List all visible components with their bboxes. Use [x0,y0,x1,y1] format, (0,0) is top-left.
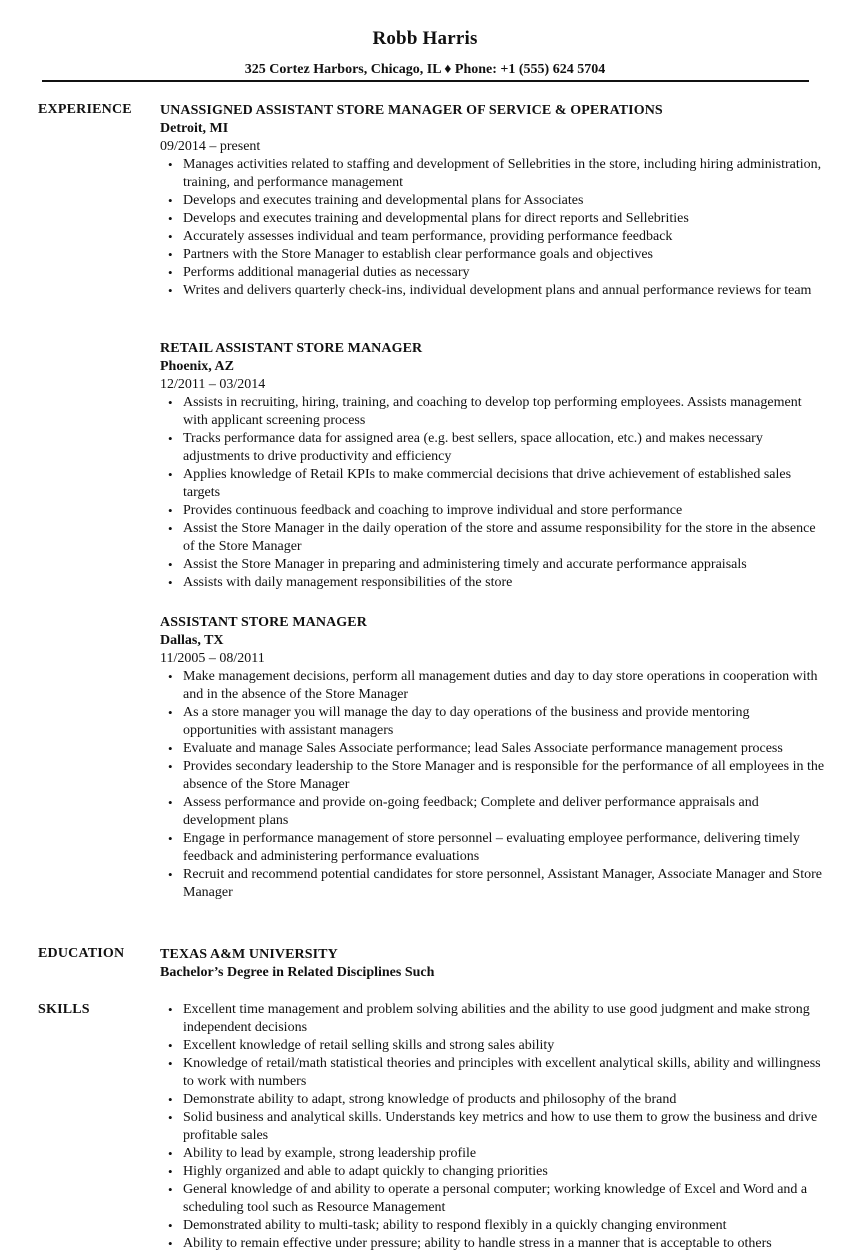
degree: Bachelor’s Degree in Related Disciplines Such [160,965,435,980]
list-item: • As a store manager you will manage the day to day operations of the business and provide mentoring opportunities with assistant managers [160,704,825,740]
job-title: ASSISTANT STORE MANAGER [160,615,367,630]
list-item: • Excellent knowledge of retail selling skills and strong sales ability [160,1037,825,1055]
list-item: • Excellent time management and problem solving abilities and the ability to use good judgment and make strong independent decisions [160,1001,825,1037]
list-item: • Demonstrate ability to adapt, strong knowledge of products and philosophy of the brand [160,1091,825,1109]
list-item: • Assists with daily management responsibilities of the store [160,574,825,592]
list-item: • General knowledge of and ability to operate a personal computer; working knowledge of Excel and Word and a scheduling tool such as Resource Management [160,1181,825,1217]
list-item: • Writes and delivers quarterly check-ins, individual development plans and annual performance reviews for team [160,282,825,300]
school-name: TEXAS A&M UNIVERSITY [160,947,338,962]
list-item: • Ability to lead by example, strong leadership profile [160,1145,825,1163]
list-item: • Manages activities related to staffing and development of Sellebrities in the store, including hiring administration, training, and performance management [160,156,825,192]
list-item: • Partners with the Store Manager to establish clear performance goals and objectives [160,246,825,264]
skills-list [160,1001,825,1253]
job-title: RETAIL ASSISTANT STORE MANAGER [160,341,423,356]
list-item: • Develops and executes training and developmental plans for direct reports and Sellebrities [160,210,825,228]
list-item: • Evaluate and manage Sales Associate performance; lead Sales Associate performance management process [160,740,825,758]
list-item: • Assist the Store Manager in the daily operation of the store and assume responsibility for the store in the absence of the Store Manager [160,520,825,556]
job-entry [160,340,825,592]
resume-name: Robb Harris [372,28,478,49]
header-divider [42,80,809,82]
job-bullets [160,394,825,592]
job-location: Phoenix, AZ [160,359,234,374]
section-label-education: EDUCATION [38,946,125,961]
job-entry [160,614,825,902]
job-entry [160,102,825,300]
section-label-experience: EXPERIENCE [38,102,132,117]
list-item: • Engage in performance management of store personnel – evaluating employee performance, delivering timely feedback and administering performance evaluations [160,830,825,866]
education-entry [160,946,825,982]
list-item: • Accurately assesses individual and team performance, providing performance feedback [160,228,825,246]
list-item: • Recruit and recommend potential candidates for store personnel, Assistant Manager, Associate Manager and Store Manager [160,866,825,902]
job-dates: 11/2005 – 08/2011 [160,651,265,666]
job-title: UNASSIGNED ASSISTANT STORE MANAGER OF SERVICE & OPERATIONS [160,103,663,118]
list-item: • Performs additional managerial duties as necessary [160,264,825,282]
job-dates: 09/2014 – present [160,139,261,154]
job-bullets [160,156,825,300]
job-bullets [160,668,825,902]
list-item: • Demonstrated ability to multi-task; ability to respond flexibly in a quickly changing environment [160,1217,825,1235]
section-label-skills: SKILLS [38,1002,90,1017]
list-item: • Solid business and analytical skills. Understands key metrics and how to use them to grow the business and drive profitable sales [160,1109,825,1145]
list-item: • Applies knowledge of Retail KPIs to make commercial decisions that drive achievement of established sales targets [160,466,825,502]
skills-entry [160,1001,825,1253]
resume-contact: 325 Cortez Harbors, Chicago, IL ♦ Phone: +1 (555) 624 5704 [244,62,606,77]
list-item: • Assists in recruiting, hiring, training, and coaching to develop top performing employees. Assists management with applicant screening process [160,394,825,430]
list-item: • Highly organized and able to adapt quickly to changing priorities [160,1163,825,1181]
job-location: Detroit, MI [160,121,229,136]
list-item: • Make management decisions, perform all management duties and day to day store operations in cooperation with and in the absence of the Store Manager [160,668,825,704]
job-location: Dallas, TX [160,633,224,648]
list-item: • Provides secondary leadership to the Store Manager and is responsible for the performance of all employees in the absence of the Store Manager [160,758,825,794]
list-item: • Tracks performance data for assigned area (e.g. best sellers, space allocation, etc.) and makes necessary adjustments to drive productivity and efficiency [160,430,825,466]
list-item: • Ability to remain effective under pressure; ability to handle stress in a manner that is acceptable to others [160,1235,825,1253]
list-item: • Assist the Store Manager in preparing and administering timely and accurate performance appraisals [160,556,825,574]
list-item: • Provides continuous feedback and coaching to improve individual and store performance [160,502,825,520]
job-dates: 12/2011 – 03/2014 [160,377,266,392]
list-item: • Assess performance and provide on-going feedback; Complete and deliver performance appraisals and development plans [160,794,825,830]
list-item: • Develops and executes training and developmental plans for Associates [160,192,825,210]
list-item: • Knowledge of retail/math statistical theories and principles with excellent analytical skills, ability and willingness to work with numbers [160,1055,825,1091]
